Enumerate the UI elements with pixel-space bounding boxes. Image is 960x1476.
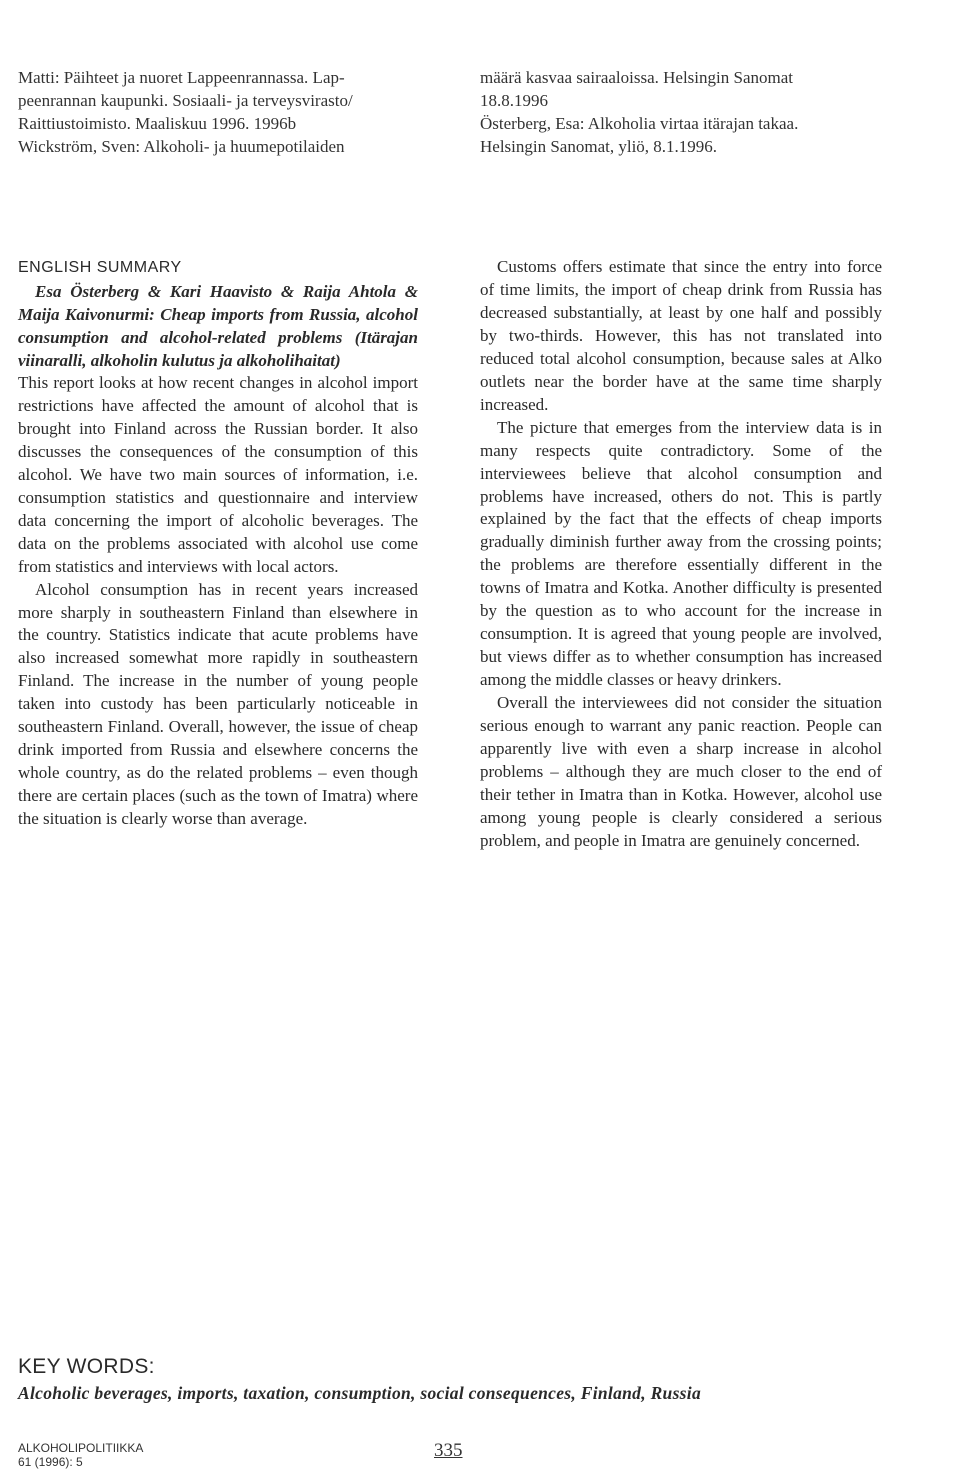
summary-left-column [18, 256, 418, 831]
references-left [18, 66, 418, 158]
references-right [480, 66, 882, 158]
journal-info [18, 1441, 143, 1469]
reference-line: Matti: Päihteet ja nuoret Lappeenrannassa. Lap- [18, 68, 345, 87]
keywords-list: Alcoholic beverages, imports, taxation, consumption, social consequences, Finland, Russia [18, 1383, 702, 1403]
summary-paragraph: Customs offers estimate that since the entry into force of time limits, the import of cheap drink from Russia has decreased substantially, at least by one half and possibly by two-thirds. However, this has not translated into reduced total alcohol consumption, because sales at Alko outlets near the border have at the same time sharply increased. [480, 257, 882, 414]
reference-line: Österberg, Esa: Alkoholia virtaa itärajan takaa. [480, 114, 799, 133]
summary-paragraph: Alcohol consumption has in recent years increased more sharply in southeastern Finland than elsewhere in the country. Statistics indicate that acute problems have also increased somewhat more rapidly in southeastern Finland. The increase in the number of young people taken into custody has been particularly noticeable in southeastern Finland. Overall, however, the issue of cheap drink imported from Russia and elsewhere concerns the whole country, as do the related problems – even though there are certain places (such as the town of Imatra) where the situation is clearly worse than average. [18, 579, 418, 829]
journal-name: ALKOHOLIPOLITIIKKA [18, 1441, 144, 1455]
summary-paragraph: This report looks at how recent changes in alcohol import restrictions have affected the amount of alcohol that is brought into Finland across the Russian border. It also discusses the consequences of the consumption of this alcohol. We have two main sources of information, i.e. consumption statistics and questionnaire and interview data concerning the import of alcoholic beverages. The data on the problems associated with alcohol use come from statistics and interviews with local actors. [18, 373, 418, 576]
reference-line: Raittiustoimisto. Maaliskuu 1996. 1996b [18, 114, 297, 133]
page-number: 335 [434, 1440, 463, 1461]
reference-line: Wickström, Sven: Alkoholi- ja huumepotilaiden [18, 137, 345, 156]
journal-volume: 61 (1996): 5 [18, 1455, 83, 1469]
summary-heading: ENGLISH SUMMARY [18, 259, 182, 276]
reference-line: Helsingin Sanomat, yliö, 8.1.1996. [480, 137, 718, 156]
reference-line: määrä kasvaa sairaaloissa. Helsingin Sanomat [480, 68, 793, 87]
summary-title: Esa Österberg & Kari Haavisto & Raija Ahtola & Maija Kaivonurmi: Cheap imports from Russia, alcohol consumption and alcohol-related problems (Itärajan viinaralli, alkoholin kulutus ja alkoholihaitat) [18, 282, 418, 370]
reference-line: 18.8.1996 [480, 91, 548, 110]
reference-line: peenrannan kaupunki. Sosiaali- ja terveysvirasto/ [18, 91, 353, 110]
summary-right-column [480, 256, 882, 853]
keywords-heading: KEY WORDS: [18, 1355, 155, 1378]
summary-paragraph: Overall the interviewees did not consider the situation serious enough to warrant any panic reaction. People can apparently live with even a sharp increase in alcohol problems – although they are much closer to the end of their tether in Imatra than in Kotka. However, alcohol use among young people is clearly considered a serious problem, and people in Imatra are genuinely concerned. [480, 693, 882, 850]
summary-paragraph: The picture that emerges from the interview data is in many respects quite contradictory. Some of the interviewees believe that alcohol consumption and problems have increased, others do not. This is partly explained by the fact that the effects of cheap imports gradually diminish further away from the crossing points; the problems are therefore essentially different in the towns of Imatra and Kotka. Another difficulty is presented by the question as to who account for the increase in consumption. It is agreed that young people are involved, but views differ as to whether consumption has increased among the middle classes or heavy drinkers. [480, 417, 882, 690]
